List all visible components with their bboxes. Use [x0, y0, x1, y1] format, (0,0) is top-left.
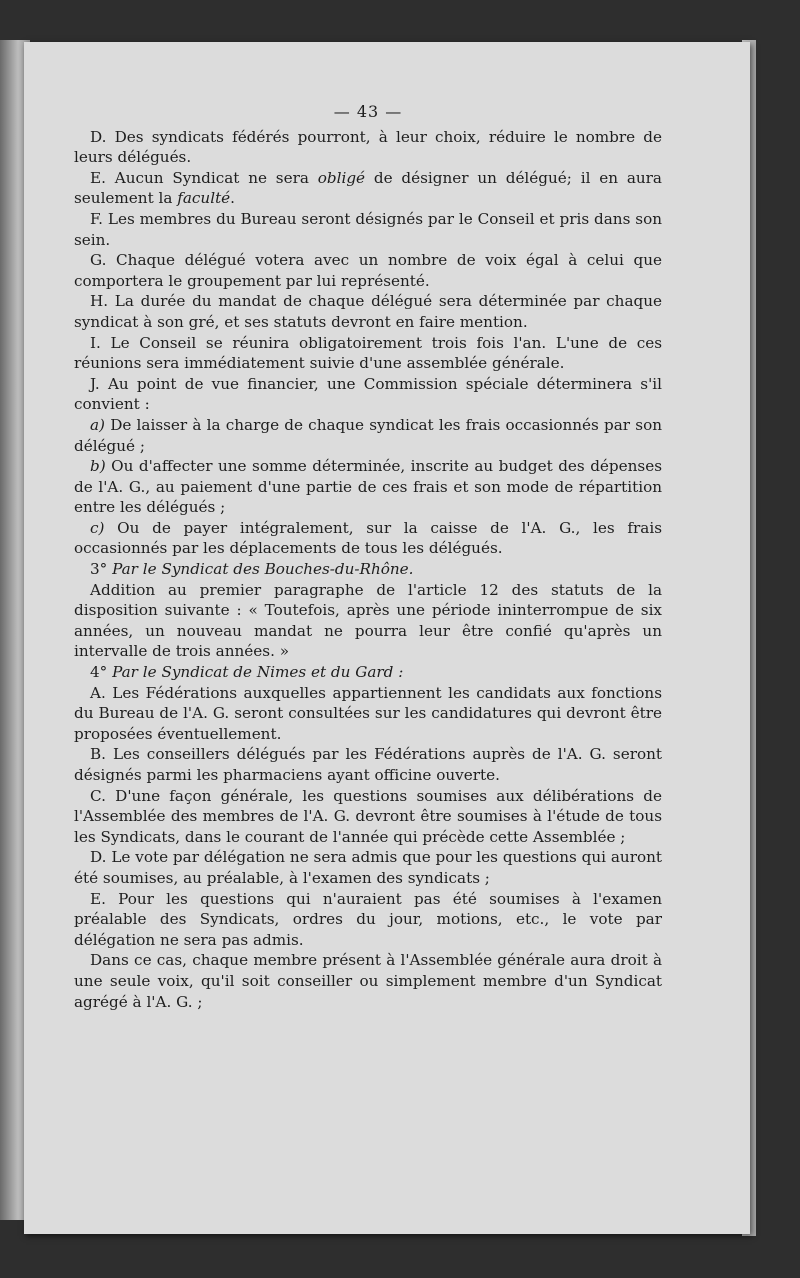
paragraph	[74, 168, 662, 209]
paragraph: B. Les conseillers délégués par les Fédérations auprès de l'A. G. seront désignés parmi les pharmaciens ayant officine ouverte.	[74, 745, 662, 784]
paragraph: I. Le Conseil se réunira obligatoirement trois fois l'an. L'une de ces réunions sera immédiatement suivie d'une assemblée générale.	[74, 333, 662, 373]
text-run: de désigner un délégué; il en aura seulement la	[74, 168, 662, 208]
list-text: Ou de payer intégralement, sur la caisse de l'A. G., les frais occasionnés par les déplacements de tous les délégués.	[74, 518, 662, 558]
text-run: E. Aucun Syndicat ne sera	[90, 168, 318, 187]
list-text: De laisser à la charge de chaque syndicat les frais occasionnés par son délégué ;	[74, 415, 662, 455]
text-run: .	[230, 189, 235, 208]
section-title: Par le Syndicat de Nimes et du Gard :	[107, 663, 404, 682]
section-heading	[74, 662, 662, 683]
paragraph: D. Des syndicats fédérés pourront, à leur choix, réduire le nombre de leurs délégués.	[74, 127, 662, 167]
list-label: a)	[90, 415, 105, 434]
page-number: — 43 —	[333, 102, 403, 121]
list-label: b)	[90, 457, 106, 476]
list-label: c)	[90, 518, 105, 537]
list-text: Ou d'affecter une somme déterminée, inscrite au budget des dépenses de l'A. G., au paiement d'une partie de ces frais et son mode de répartition entre les délégués ;	[74, 457, 662, 517]
book-page	[24, 42, 750, 1234]
paragraph: D. Le vote par délégation ne sera admis que pour les questions qui auront été soumises, au préalable, à l'examen des syndicats ;	[74, 848, 662, 887]
italic-text: obligé	[317, 168, 366, 187]
paragraph: H. La durée du mandat de chaque délégué sera déterminée par chaque syndicat à son gré, et ses statuts devront en faire mention.	[74, 292, 662, 331]
section-number: 4°	[90, 663, 108, 682]
section-number: 3°	[90, 560, 108, 579]
section-heading	[74, 559, 662, 580]
paragraph: J. Au point de vue financier, une Commission spéciale déterminera s'il convient :	[74, 374, 662, 414]
paragraph: G. Chaque délégué votera avec un nombre de voix égal à celui que comportera le groupement par lui représenté.	[74, 251, 662, 290]
paragraph: A. Les Fédérations auxquelles appartiennent les candidats aux fonctions du Bureau de l'A. G. seront consultées sur les candidatures qui devront être proposées éventuellement.	[74, 683, 662, 743]
list-paragraph	[74, 456, 662, 518]
paragraph: F. Les membres du Bureau seront désignés par le Conseil et pris dans son sein.	[74, 209, 662, 249]
paragraph: Addition au premier paragraphe de l'article 12 des statuts de la disposition suivante : « Toutefois, après une période ininterrompue de six années, un nouveau mandat ne pourra leur être confié qu'après un intervalle de trois années. »	[74, 580, 662, 661]
section-title: Par le Syndicat des Bouches-du-Rhône.	[107, 560, 414, 579]
page-content	[74, 102, 662, 1012]
italic-text: faculté	[177, 189, 231, 208]
list-paragraph	[74, 518, 662, 559]
paragraph: E. Pour les questions qui n'auraient pas été soumises à l'examen préalable des Syndicats, ordres du jour, motions, etc., le vote par délégation ne sera pas admis.	[74, 889, 662, 949]
list-paragraph	[74, 415, 662, 456]
paragraph: Dans ce cas, chaque membre présent à l'Assemblée générale aura droit à une seule voix, qu'il soit conseiller ou simplement membre d'un Syndicat agrégé à l'A. G. ;	[74, 951, 662, 1011]
paragraph: C. D'une façon générale, les questions soumises aux délibérations de l'Assemblée des membres de l'A. G. devront être soumises à l'étude de tous les Syndicats, dans le courant de l'année qui précède cette Assemblée ;	[74, 786, 662, 846]
